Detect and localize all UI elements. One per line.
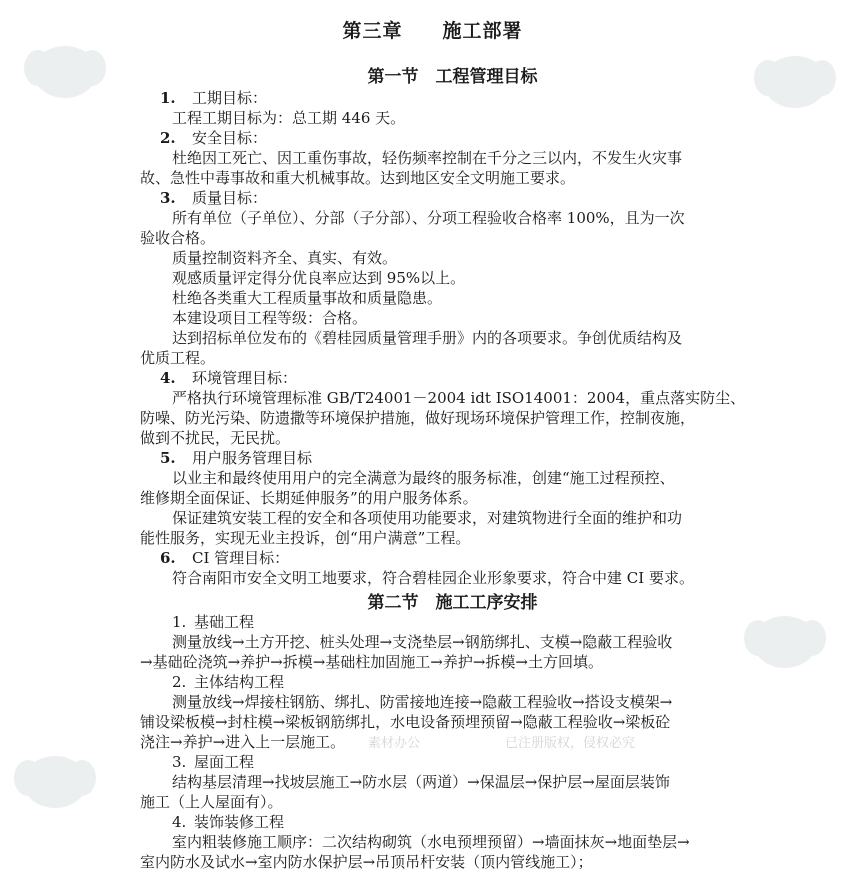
paragraph-line: 以业主和最终使用用户的完全满意为最终的服务标准，创建“施工过程预控、 (172, 469, 675, 487)
list-heading: 3. 质量目标： (160, 189, 268, 207)
list-heading: 4. 环境管理目标： (160, 369, 298, 387)
paragraph-line: 防噪、防光污染、防遗撒等环境保护措施，做好现场环境保护管理工作，控制夜施， (140, 409, 696, 427)
paragraph-line: 杜绝各类重大工程质量事故和质量隐患。 (172, 289, 443, 307)
paragraph-line: 施工（上人屋面有）。 (140, 793, 283, 811)
list-heading: 1. 基础工程 (172, 613, 255, 631)
paragraph-line: 室内粗装修施工顺序：二次结构砌筑（水电预埋预留）→墙面抹灰→地面垫层→ (172, 833, 690, 851)
paragraph-line: 室内防水及试水→室内防水保护层→吊顶吊杆安装（顶内管线施工）； (140, 853, 593, 871)
chapter-title: 第三章 施工部署 (342, 20, 523, 42)
paragraph-line: 维修期全面保证、长期延伸服务”的用户服务体系。 (140, 489, 478, 507)
paragraph-line: 测量放线→焊接柱钢筋、绑扎、防雷接地连接→隐蔽工程验收→搭设支模架→ (172, 693, 673, 711)
paragraph-line: 严格执行环境管理标准 GB/T24001－2004 idt ISO14001：2004，重点落实防尘、 (172, 389, 746, 407)
paragraph-line: 达到招标单位发布的《碧桂园质量管理手册》内的各项要求。争创优质结构及 (172, 329, 683, 347)
paragraph-line: 做到不扰民，无民扰。 (140, 429, 291, 447)
list-heading: 5. 用户服务管理目标 (160, 449, 313, 467)
paragraph-line: 铺设梁板模→封柱模→梁板钢筋绑扎，水电设备预埋预留→隐蔽工程验收→梁板砼 (140, 713, 671, 731)
list-heading: 1. 工期目标： (160, 89, 268, 107)
section-title: 第二节 施工工序安排 (367, 593, 538, 613)
paragraph-line: 质量控制资料齐全、真实、有效。 (172, 249, 398, 267)
watermark-text: 已注册版权，侵权必究 (505, 736, 636, 751)
paragraph-line: 优质工程。 (140, 349, 216, 367)
paragraph-line: →基础砼浇筑→养护→拆模→基础柱加固施工→养护→拆模→土方回填。 (140, 653, 603, 671)
paragraph-line: 杜绝因工死亡、因工重伤事故，轻伤频率控制在千分之三以内，不发生火灾事 (172, 149, 683, 167)
list-heading: 4. 装饰装修工程 (172, 813, 285, 831)
paragraph-line: 本建设项目工程等级：合格。 (172, 309, 368, 327)
watermark-text: 素材办公 (368, 736, 421, 751)
list-heading: 3. 屋面工程 (172, 753, 255, 771)
watermark-elephant-icon (10, 740, 100, 820)
list-heading: 2. 安全目标： (160, 129, 268, 147)
paragraph-line: 保证建筑安装工程的安全和各项使用功能要求，对建筑物进行全面的维护和功 (172, 509, 683, 527)
paragraph-line: 浇注→养护→进入上一层施工。 (140, 733, 346, 751)
paragraph-line: 结构基层清理→找坡层施工→防水层（两道）→保温层→保护层→屋面层装饰 (172, 773, 670, 791)
paragraph-line: 工程工期目标为：总工期 446 天。 (172, 109, 406, 127)
paragraph-line: 所有单位（子单位）、分部（子分部）、分项工程验收合格率 100%，且为一次 (172, 209, 685, 227)
section-title: 第一节 工程管理目标 (367, 67, 538, 87)
paragraph-line: 测量放线→土方开挖、桩头处理→支浇垫层→钢筋绑扎、支模→隐蔽工程验收 (172, 633, 673, 651)
list-heading: 6. CI 管理目标： (160, 549, 290, 567)
paragraph-line: 验收合格。 (140, 229, 216, 247)
paragraph-line: 符合南阳市安全文明工地要求，符合碧桂园企业形象要求，符合中建 CI 要求。 (172, 569, 694, 587)
paragraph-line: 能性服务，实现无业主投诉，创“用户满意”工程。 (140, 529, 471, 547)
list-heading: 2. 主体结构工程 (172, 673, 285, 691)
paragraph-line: 故、急性中毒事故和重大机械事故。达到地区安全文明施工要求。 (140, 169, 576, 187)
paragraph-line: 观感质量评定得分优良率应达到 95%以上。 (172, 269, 466, 287)
